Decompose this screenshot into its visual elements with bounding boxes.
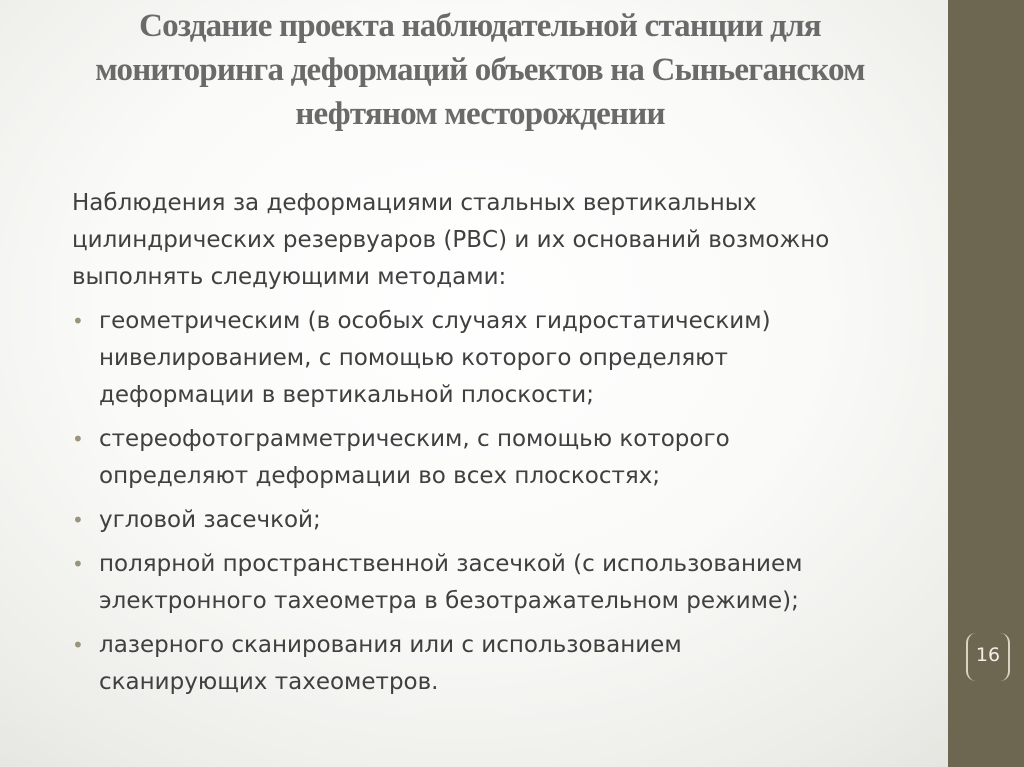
- methods-list: [72, 303, 932, 701]
- list-item-line: электронного тахеометра в безотражательном режиме);: [99, 588, 799, 614]
- title-line: Создание проекта наблюдательной станции для: [139, 8, 821, 44]
- list-item: [72, 421, 932, 495]
- bullet-icon: •: [72, 633, 84, 657]
- page-number: 16: [975, 644, 1001, 666]
- bullet-icon: •: [72, 427, 84, 451]
- title-line: нефтяном месторождении: [295, 96, 665, 132]
- list-item-line: угловой засечкой;: [99, 507, 321, 533]
- list-item: [72, 303, 932, 414]
- title-line: мониторинга деформаций объектов на Сыньеганском: [95, 52, 865, 88]
- list-item-line: нивелированием, с помощью которого определяют: [99, 345, 728, 371]
- intro-line: выполнять следующими методами:: [72, 264, 507, 290]
- list-item: [72, 502, 932, 539]
- intro-line: цилиндрических резервуаров (РВС) и их оснований возможно: [72, 227, 830, 253]
- list-item: [72, 546, 932, 620]
- slide-content: [72, 185, 932, 701]
- list-item-line: определяют деформации во всех плоскостях;: [99, 463, 661, 489]
- bullet-icon: •: [72, 508, 84, 532]
- list-item: [72, 627, 932, 701]
- intro-line: Наблюдения за деформациями стальных вертикальных: [72, 190, 757, 216]
- slide-title: [40, 0, 920, 136]
- intro-paragraph: [72, 185, 932, 296]
- list-item-line: деформации в вертикальной плоскости;: [99, 382, 594, 408]
- bullet-icon: •: [72, 309, 84, 333]
- list-item-line: лазерного сканирования или с использованием: [99, 632, 682, 658]
- list-item-line: геометрическим (в особых случаях гидростатическим): [99, 308, 771, 334]
- page-number-badge: [958, 627, 1018, 687]
- bullet-icon: •: [72, 552, 84, 576]
- list-item-line: стереофотограмметрическим, с помощью которого: [99, 426, 730, 452]
- list-item-line: полярной пространственной засечкой (с использованием: [99, 551, 803, 577]
- list-item-line: сканирующих тахеометров.: [99, 669, 439, 695]
